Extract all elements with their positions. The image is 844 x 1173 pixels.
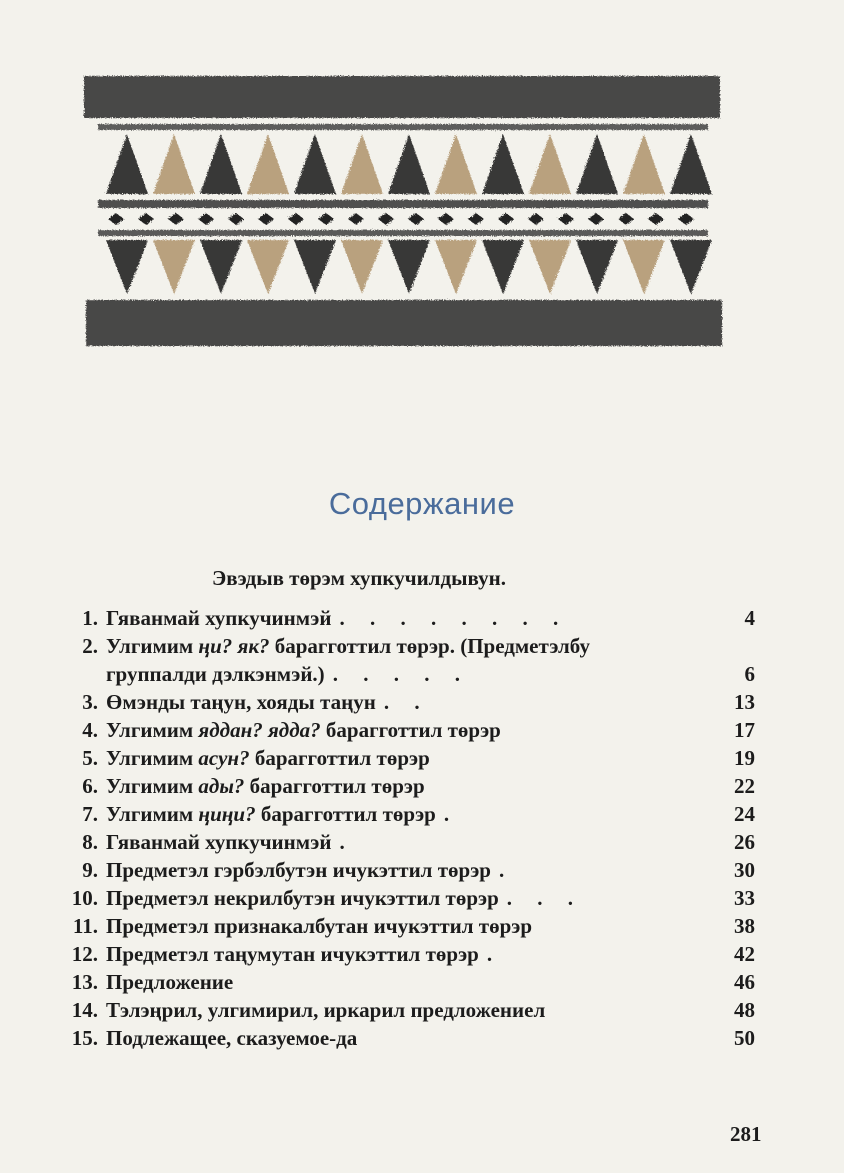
entry-page: 42 — [734, 942, 755, 966]
ornament-triangle — [670, 240, 712, 294]
entry-title: Предметэл некрилбутэн ичукэттил төрэр . . . — [106, 886, 584, 910]
ornament-diamond — [168, 213, 184, 225]
toc-entry — [55, 744, 755, 772]
toc-entry — [55, 800, 755, 828]
entry-number: 6. — [82, 774, 98, 798]
entry-title: Тэлэңрил, улгимирил, иркарил предложениел — [106, 998, 546, 1022]
entry-number: 3. — [82, 690, 98, 714]
entry-page: 17 — [734, 718, 755, 742]
ornament-diamond — [528, 213, 544, 225]
entry-title: Улгимим яддан? ядда? барагготтил төрэр — [106, 718, 501, 742]
ornament-triangle — [435, 134, 477, 194]
ornament-triangle — [294, 240, 336, 294]
toc-entry — [55, 632, 755, 688]
toc-entry — [55, 688, 755, 716]
ornament-illustration — [78, 62, 728, 382]
entry-page: 33 — [734, 886, 755, 910]
entry-title: Улгимим ады? барагготтил төрэр — [106, 774, 425, 798]
ornament-triangle — [247, 240, 289, 294]
ornament-diamond — [288, 213, 304, 225]
ornament-diamond — [588, 213, 604, 225]
entry-number: 7. — [82, 802, 98, 826]
ornament-triangle — [623, 240, 665, 294]
entry-title: Предложение — [106, 970, 234, 994]
ornament-diamond — [198, 213, 214, 225]
ornament-triangle — [623, 134, 665, 194]
ornament-triangle — [106, 240, 148, 294]
ornament-triangle — [670, 134, 712, 194]
ornament-triangle — [106, 134, 148, 194]
toc-entry — [55, 884, 755, 912]
ornament-diamond — [348, 213, 364, 225]
ornament-diamond — [108, 213, 124, 225]
entry-number: 15. — [71, 1026, 98, 1050]
entry-page: 38 — [734, 914, 755, 938]
toc-entry — [55, 772, 755, 800]
ornament-diamond — [498, 213, 514, 225]
ornament-triangle — [200, 134, 242, 194]
ornament-triangle — [294, 134, 336, 194]
entry-page: 6 — [744, 662, 755, 686]
entry-page: 19 — [734, 746, 755, 770]
ornament-triangle — [341, 134, 383, 194]
ornament-triangle — [153, 134, 195, 194]
entry-page: 46 — [734, 970, 755, 994]
entry-title: Гяванмай хупкучинмэй . — [106, 830, 355, 854]
entry-title: Улгимим ңи? як? барагготтил төрэр. (Предметэлбу группалди дэлкэнмэй.) . . . . . — [106, 634, 591, 686]
entry-title: Өмэнды таңун, хояды таңун . . — [106, 690, 430, 714]
entry-title: Гяванмай хупкучинмэй . . . . . . . . — [106, 606, 569, 630]
ornament-triangle — [200, 240, 242, 294]
entry-number: 8. — [82, 830, 98, 854]
ornament-triangle — [341, 240, 383, 294]
entry-number: 1. — [82, 606, 98, 630]
ornament-triangle — [247, 134, 289, 194]
ornament-diamond — [618, 213, 634, 225]
toc-entry — [55, 1024, 755, 1052]
entry-page: 50 — [734, 1026, 755, 1050]
page-title: Содержание — [328, 486, 516, 521]
entry-number: 10. — [71, 886, 98, 910]
entry-title: Предметэл гэрбэлбутэн ичукэттил төрэр . — [106, 858, 515, 882]
ornament-diamond — [378, 213, 394, 225]
entry-number: 9. — [82, 858, 98, 882]
ornament-diamond — [258, 213, 274, 225]
toc-entry — [55, 716, 755, 744]
entry-number: 12. — [71, 942, 98, 966]
toc-entry — [55, 912, 755, 940]
table-of-contents — [55, 604, 755, 1052]
ornament-diamond — [408, 213, 424, 225]
ornament-triangle — [576, 240, 618, 294]
entry-title: Предметэл таңумутан ичукэттил төрэр . — [106, 942, 503, 966]
ornament-diamond — [678, 213, 694, 225]
ornament-triangle — [529, 240, 571, 294]
entry-page: 24 — [734, 802, 755, 826]
toc-entry — [55, 604, 755, 632]
ornament-diamond — [228, 213, 244, 225]
ornament-diamond — [138, 213, 154, 225]
entry-page: 13 — [734, 690, 755, 714]
toc-entry — [55, 996, 755, 1024]
entry-title: Предметэл признакалбутан ичукэттил төрэр — [106, 914, 533, 938]
entry-page: 4 — [744, 606, 755, 630]
entry-number: 5. — [82, 746, 98, 770]
toc-entry — [55, 828, 755, 856]
entry-title: Улгимим ңиңи? барагготтил төрэр . — [106, 802, 460, 826]
toc-entry — [55, 968, 755, 996]
entry-number: 2. — [82, 634, 98, 658]
entry-number: 13. — [71, 970, 98, 994]
toc-entry — [55, 940, 755, 968]
ornament-triangle — [576, 134, 618, 194]
ornament-diamond — [558, 213, 574, 225]
ornament-triangle — [388, 240, 430, 294]
entry-page: 30 — [734, 858, 755, 882]
entry-number: 4. — [82, 718, 98, 742]
entry-number: 14. — [71, 998, 98, 1022]
ornament-triangle — [482, 240, 524, 294]
ornament-diamond — [648, 213, 664, 225]
ornament-triangle — [153, 240, 195, 294]
entry-page: 26 — [734, 830, 755, 854]
entry-number: 11. — [72, 914, 98, 938]
ornament-triangle — [529, 134, 571, 194]
page-number: 281 — [730, 1122, 762, 1146]
toc-entry — [55, 856, 755, 884]
entry-title: Подлежащее, сказуемое-да — [106, 1026, 358, 1050]
ornament-triangle — [435, 240, 477, 294]
entry-title: Улгимим асун? барагготтил төрэр — [106, 746, 430, 770]
ornament-triangle — [482, 134, 524, 194]
ornament-diamond — [318, 213, 334, 225]
entry-page: 22 — [734, 774, 755, 798]
ornament-triangle — [388, 134, 430, 194]
ornament-diamond — [438, 213, 454, 225]
entry-page: 48 — [734, 998, 755, 1022]
ornament-diamond — [468, 213, 484, 225]
section-heading: Эвэдыв төрэм хупкучилдывун. — [212, 566, 506, 590]
